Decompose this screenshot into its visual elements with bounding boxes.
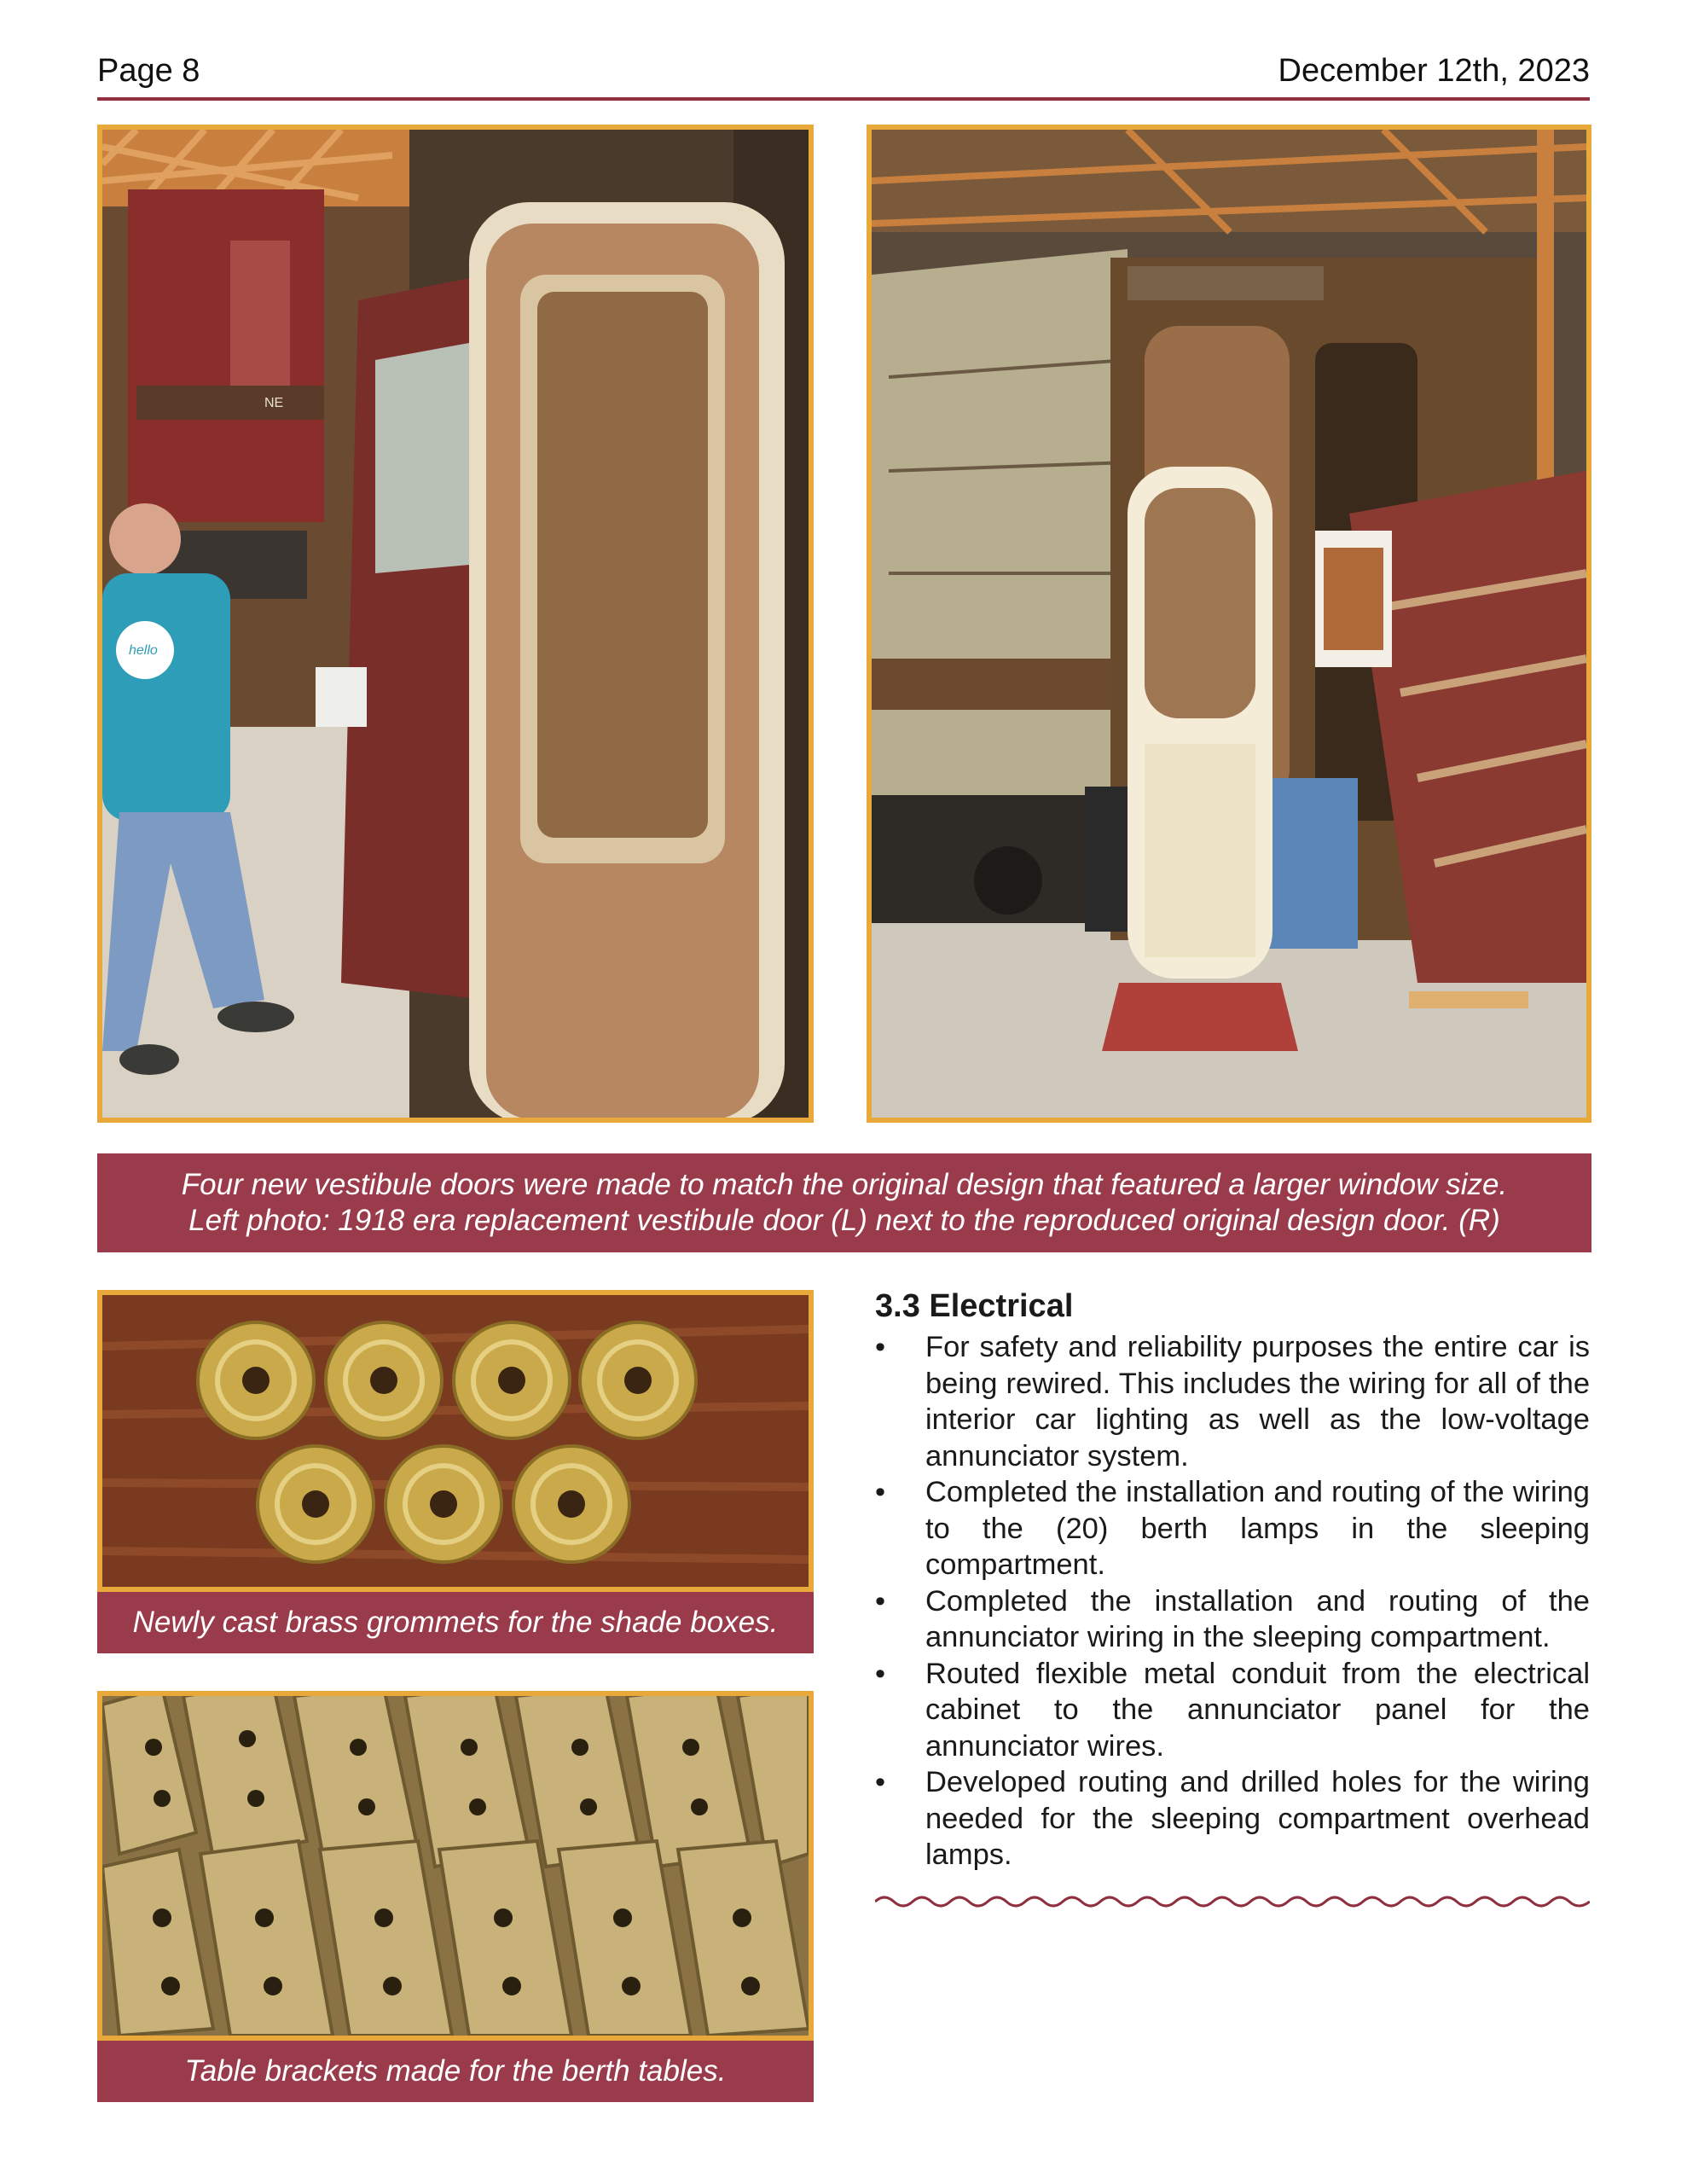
grommets-caption: [97, 1592, 814, 1653]
bullet-text: Completed the installation and routing of the wiring to the (20) berth lamps in the sleeping compartment.: [925, 1476, 1590, 1581]
list-item: [875, 1656, 1590, 1765]
bullet-text: Routed flexible metal conduit from the electrical cabinet to the annunciator panel for the annunciator wires.: [925, 1657, 1590, 1763]
bullet-marker: •: [875, 1766, 886, 1798]
list-item: [875, 1329, 1590, 1474]
wavy-divider: [875, 1891, 1590, 1908]
doors-caption-line1: Four new vestibule doors were made to match the original design that featured a larger window size.: [181, 1168, 1508, 1201]
photo-vestibule-doors-barn: [97, 125, 814, 1123]
bullet-marker: •: [875, 1331, 886, 1363]
list-item: [875, 1474, 1590, 1583]
list-item: [875, 1764, 1590, 1873]
photo-railcar-new-door: [867, 125, 1591, 1123]
issue-date: December 12th, 2023: [1278, 53, 1590, 89]
page-number: Page 8: [97, 53, 200, 89]
doors-caption: [97, 1153, 1591, 1252]
brackets-caption: [97, 2041, 814, 2102]
electrical-bullet-list: [875, 1329, 1590, 1873]
bullet-marker: •: [875, 1657, 886, 1690]
list-item: [875, 1583, 1590, 1656]
car-marking-text: NE: [264, 396, 284, 410]
bullet-marker: •: [875, 1476, 886, 1508]
bullet-text: Developed routing and drilled holes for the wiring needed for the sleeping compartment overhead lamps.: [925, 1766, 1590, 1871]
section-heading: 3.3 Electrical: [875, 1288, 1074, 1324]
bullet-marker: •: [875, 1584, 886, 1618]
photo-brass-grommets: [97, 1290, 814, 1592]
bullet-text: Completed the installation and routing of the annunciator wiring in the sleeping compartment.: [925, 1584, 1590, 1653]
doors-caption-line2: Left photo: 1918 era replacement vestibule door (L) next to the reproduced original design door. (R): [188, 1204, 1500, 1237]
photo-table-brackets: [97, 1691, 814, 2041]
bullet-text: For safety and reliability purposes the entire car is being rewired. This includes the wiring for all of the interior car lighting as well as the low-voltage annunciator system.: [925, 1331, 1590, 1472]
grommets-caption-text: Newly cast brass grommets for the shade boxes.: [132, 1606, 779, 1639]
brackets-caption-text: Table brackets made for the berth tables.: [184, 2054, 727, 2088]
hello-sticker-text: hello: [129, 643, 158, 658]
header-divider: [97, 97, 1590, 101]
